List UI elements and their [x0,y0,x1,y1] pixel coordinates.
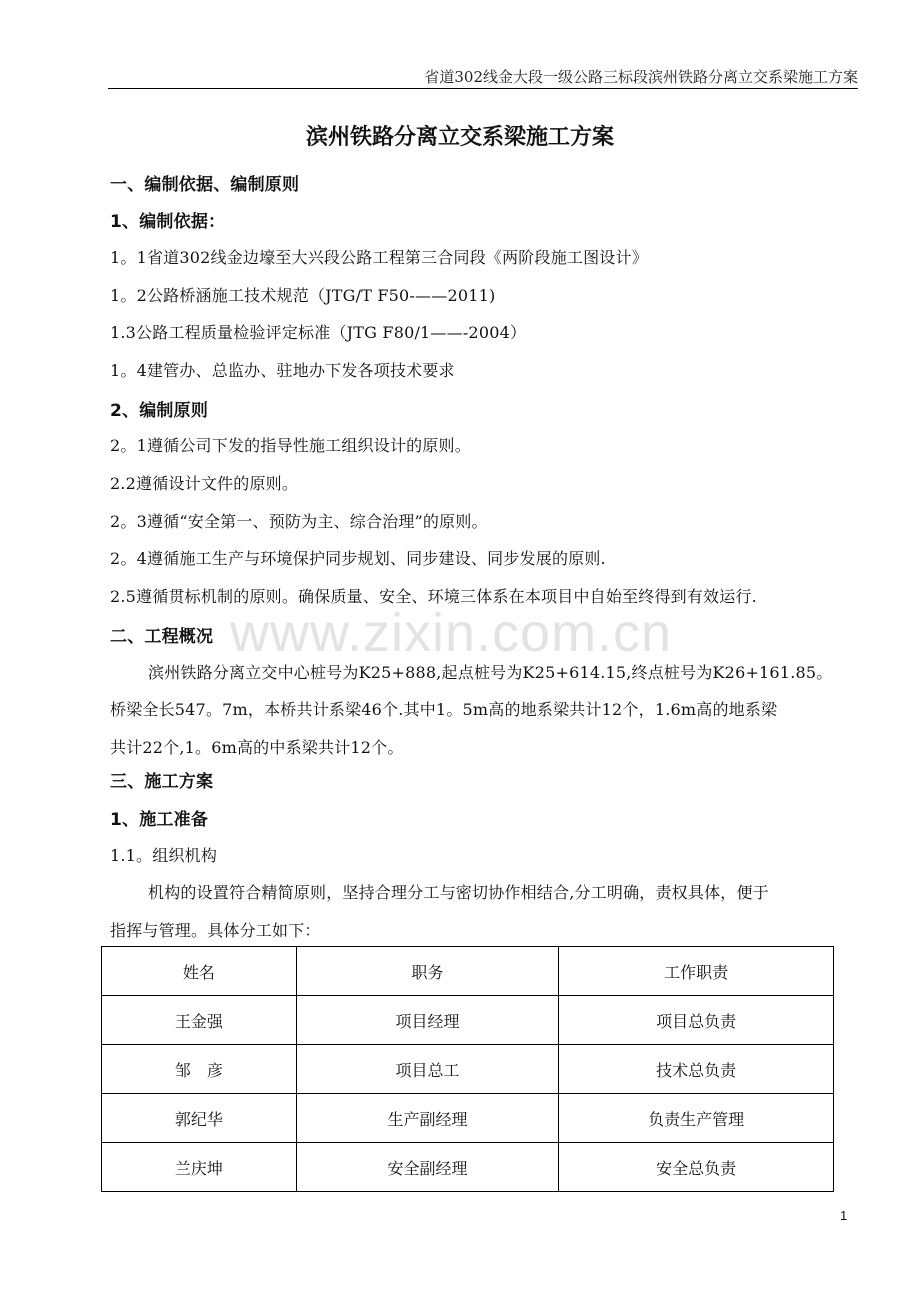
principle-item-2: 2.2遵循设计文件的原则。 [110,474,299,493]
page-number: 1 [840,1208,848,1223]
overview-line-2: 桥梁全长547。7m，本桥共计系梁46个.其中1。5m高的地系梁共计12个，1.6m高的地系梁 [110,700,778,719]
cell-duty: 技术总负责 [559,1045,834,1094]
basis-item-4: 1。4建管办、总监办、驻地办下发各项技术要求 [110,361,455,380]
subheading-basis: 1、编制依据： [110,212,226,232]
subheading-preparation: 1、施工准备 [110,810,209,830]
cell-position: 生产副经理 [296,1094,559,1143]
section-heading-basis-principles: 一、编制依据、编制原则 [110,175,300,195]
cell-name: 兰庆坤 [102,1143,297,1192]
section-heading-overview: 二、工程概况 [110,627,214,647]
organization-line-1: 机构的设置符合精简原则，坚持合理分工与密切协作相结合,分工明确，责权具体，便于 [148,883,769,902]
principle-item-5: 2.5遵循贯标机制的原则。确保质量、安全、环境三体系在本项目中自始至终得到有效运行. [110,587,757,606]
basis-item-3: 1.3公路工程质量检验评定标准（JTG F80/1——-2004） [110,323,527,342]
principle-item-3: 2。3遵循“安全第一、预防为主、综合治理”的原则。 [110,512,488,531]
overview-line-3: 共计22个,1。6m高的中系梁共计12个。 [110,738,404,757]
table-row [102,996,834,1045]
table-row [102,1094,834,1143]
overview-line-1: 滨州铁路分离立交中心桩号为K25+888,起点桩号为K25+614.15,终点桩号为K26+161.85。 [148,663,833,682]
basis-item-2: 1。2公路桥涵施工技术规范（JTG/T F50-——2011) [110,286,496,305]
subheading-organization: 1.1。组织机构 [110,846,218,865]
cell-duty: 项目总负责 [559,996,834,1045]
table-row [102,1045,834,1094]
header-cell-duty: 工作职责 [559,947,834,996]
staff-table [101,946,834,1192]
table-header-row [102,947,834,996]
cell-name: 王金强 [102,996,297,1045]
cell-duty: 负责生产管理 [559,1094,834,1143]
cell-name: 郭纪华 [102,1094,297,1143]
cell-position: 项目经理 [296,996,559,1045]
table-row [102,1143,834,1192]
subheading-principles: 2、编制原则 [110,401,209,421]
header-cell-position: 职务 [296,947,559,996]
document-title: 滨州铁路分离立交系梁施工方案 [305,125,614,150]
running-header: 省道302线金大段一级公路三标段滨州铁路分离立交系梁施工方案 [424,68,858,86]
cell-duty: 安全总负责 [559,1143,834,1192]
principle-item-4: 2。4遵循施工生产与环境保护同步规划、同步建设、同步发展的原则. [110,549,606,568]
principle-item-1: 2。1遵循公司下发的指导性施工组织设计的原则。 [110,436,471,455]
cell-position: 安全副经理 [296,1143,559,1192]
organization-line-2: 指挥与管理。具体分工如下： [110,921,321,940]
basis-item-1: 1。1省道302线金边壕至大兴段公路工程第三合同段《两阶段施工图设计》 [110,248,648,267]
header-rule [108,88,858,89]
cell-name: 邹 彦 [102,1045,297,1094]
cell-position: 项目总工 [296,1045,559,1094]
section-heading-plan: 三、施工方案 [110,772,214,792]
watermark: www.zixin.com.cn [230,603,673,663]
header-cell-name: 姓名 [102,947,297,996]
